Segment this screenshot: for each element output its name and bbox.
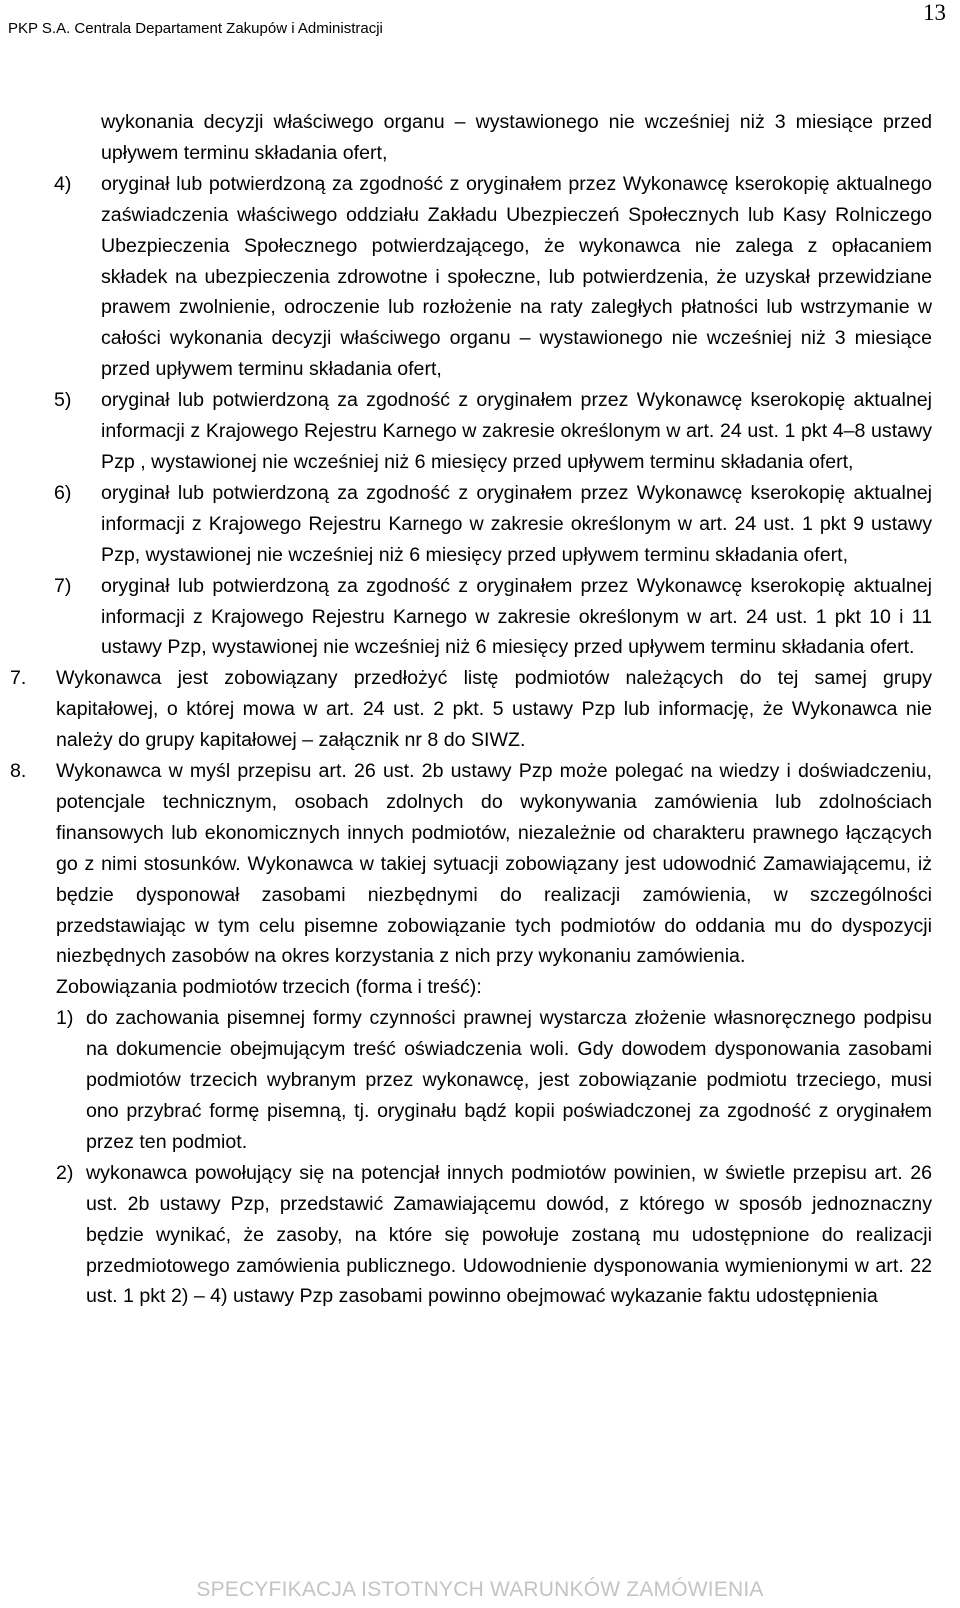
obligations-heading: Zobowiązania podmiotów trzecich (forma i treść): — [56, 976, 482, 999]
document-header: PKP S.A. Centrala Departament Zakupów i Administracji — [8, 20, 383, 37]
list-item-number: 7) — [54, 574, 72, 597]
section-7 — [0, 663, 960, 756]
obligation-number: 2) — [56, 1161, 74, 1184]
obligation-item — [0, 1003, 960, 1158]
page-number: 13 — [923, 0, 946, 25]
obligation-number: 1) — [56, 1007, 74, 1030]
obligation-text: wykonawca powołujący się na potencjał innych podmiotów powinien, w świetle przepisu art. 26 ust. 2b ustawy Pzp, przedstawić Zamawiającemu dowód, z którego w sposób jednoznaczny będzie wynikać, że zasoby, na które się powołuje zostaną mu udostępnione do realizacji przedmiotowego zamówienia publicznego. Udowodnienie dysponowania wymienionymi w art. 22 ust. 1 pkt 2) – 4) ustawy Pzp zasobami powinno obejmować wykazanie faktu udostępnienia — [86, 1161, 932, 1308]
section-text: Wykonawca w myśl przepisu art. 26 ust. 2b ustawy Pzp może polegać na wiedzy i doświadczeniu, potencjale technicznym, osobach zdolnych do wykonywania zamówienia lub zdolnościach finansowych lub ekonomicznych innych podmiotów, niezależnie od charakteru prawnego łączących go z nimi stosunków. Wykonawca w takiej sytuacji zobowiązany jest udowodnić Zamawiającemu, iż będzie dysponował zasobami niezbędnymi do realizacji zamówienia, w szczególności przedstawiając w tym celu pisemne zobowiązanie tych podmiotów do oddania mu do dyspozycji niezbędnych zasobów na okres korzystania z nich przy wykonaniu zamówienia. — [56, 760, 932, 968]
list-item — [0, 385, 960, 478]
obligation-text: do zachowania pisemnej formy czynności prawnej wystarcza złożenie własnoręcznego podpisu na dokumencie obejmującym treść oświadczenia woli. Gdy dowodem dysponowania zasobami podmiotów trzecich wybranym przez wykonawcę, jest zobowiązanie podmiotu trzeciego, musi ono przybrać formę pisemną, tj. oryginału bądź kopii poświadczonej za zgodność z oryginałem przez ten podmiot. — [86, 1007, 932, 1153]
section-8 — [0, 756, 960, 972]
list-item — [0, 478, 960, 571]
list-item-text: oryginał lub potwierdzoną za zgodność z oryginałem przez Wykonawcę kserokopię aktualnej informacji z Krajowego Rejestru Karnego w zakresie określonym w art. 24 ust. 1 pkt 9 ustawy Pzp, wystawionej nie wcześniej niż 6 miesięcy przed upływem terminu składania ofert, — [101, 481, 932, 566]
list-item — [0, 571, 960, 664]
list-item-number: 5) — [54, 389, 72, 412]
document-body — [0, 107, 960, 1312]
list-item-text: oryginał lub potwierdzoną za zgodność z oryginałem przez Wykonawcę kserokopię aktualnej informacji z Krajowego Rejestru Karnego w zakresie określonym w art. 24 ust. 1 pkt 10 i 11 ustawy Pzp, wystawionej nie wcześniej niż 6 miesięcy przed upływem terminu składania ofert. — [101, 574, 932, 659]
list-item-number: 6) — [54, 481, 72, 504]
section-number: 7. — [10, 667, 27, 690]
section-number: 8. — [10, 760, 27, 783]
continuation-paragraph: wykonania decyzji właściwego organu – wystawionego nie wcześniej niż 3 miesiące przed upływem terminu składania ofert, — [101, 111, 932, 164]
obligation-item — [0, 1158, 960, 1313]
section-text: Wykonawca jest zobowiązany przedłożyć listę podmiotów należących do tej samej grupy kapitałowej, o której mowa w art. 24 ust. 2 pkt. 5 ustawy Pzp lub informację, że Wykonawca nie należy do grupy kapitałowej – załącznik nr 8 do SIWZ. — [56, 667, 932, 752]
list-item-text: oryginał lub potwierdzoną za zgodność z oryginałem przez Wykonawcę kserokopię aktualnego zaświadczenia właściwego oddziału Zakładu Ubezpieczeń Społecznych lub Kasy Rolniczego Ubezpieczenia Społecznego potwierdzającego, że wykonawca nie zalega z opłacaniem składek na ubezpieczenia zdrowotne i społeczne, lub potwierdzenia, że uzyskał przewidziane prawem zwolnienie, odroczenie lub rozłożenie na raty zaległych płatności lub wstrzymanie w całości wykonania decyzji właściwego organu – wystawionego nie wcześniej niż 3 miesiące przed upływem terminu składania ofert, — [101, 172, 932, 381]
list-item — [0, 169, 960, 385]
list-item-number: 4) — [54, 172, 72, 195]
list-item-text: oryginał lub potwierdzoną za zgodność z oryginałem przez Wykonawcę kserokopię aktualnej informacji z Krajowego Rejestru Karnego w zakresie określonym w art. 24 ust. 1 pkt 4–8 ustawy Pzp , wystawionej nie wcześniej niż 6 miesięcy przed upływem terminu składania ofert, — [101, 389, 932, 473]
document-footer: SPECYFIKACJA ISTOTNYCH WARUNKÓW ZAMÓWIENIA — [196, 1578, 764, 1601]
